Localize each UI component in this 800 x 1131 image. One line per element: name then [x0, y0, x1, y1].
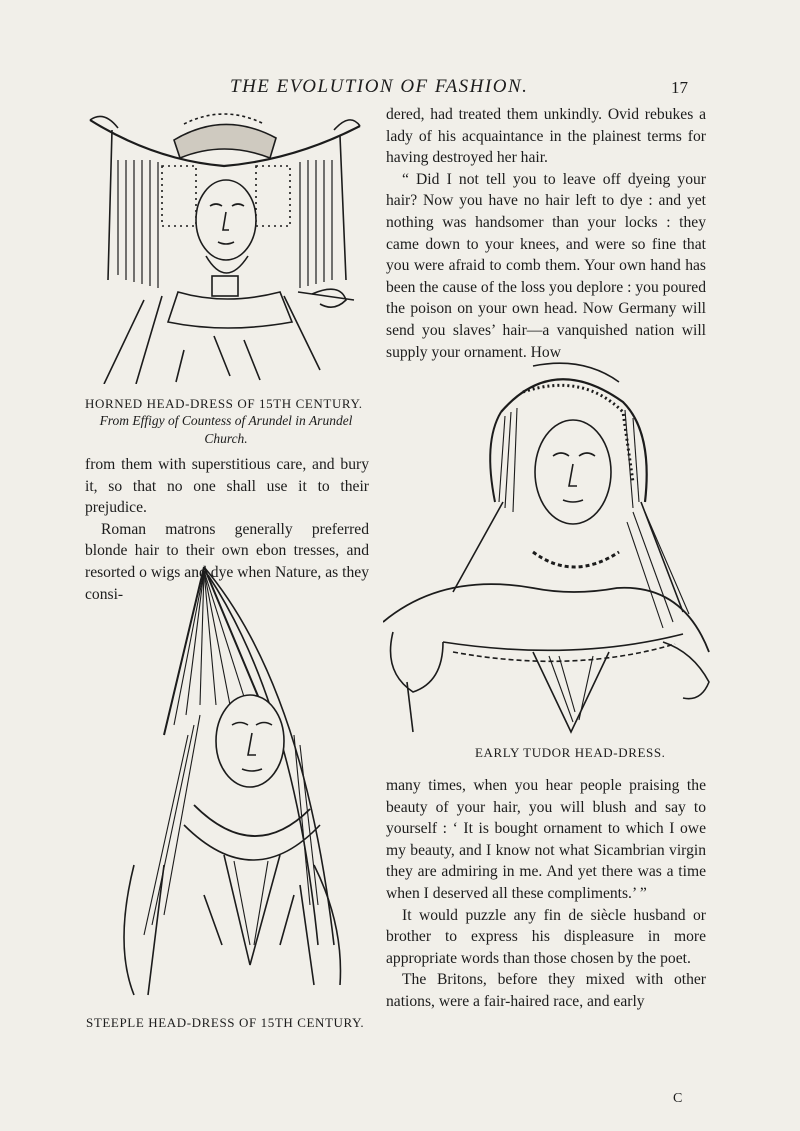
- paragraph: “ Did I not tell you to leave off dyeing your hair? Now you have no hair left to dye : and yet nothing was handsomer than your locks : they came down to your knees, and were so fine that you were afraid to comb them. Your own hand has been the cause of the loss you deplore : you poured the poison on your own head. Now Germany will send you slaves’ hair—a vanquished nation will supply your ornament. How: [386, 170, 706, 361]
- paragraph: It would puzzle any fin de siècle husband or brother to express his displeasure in more appropriate words than those chosen by the poet.: [386, 906, 706, 967]
- tudor-caption: EARLY TUDOR HEAD-DRESS.: [475, 745, 666, 760]
- horned-headdress-illustration: [84, 100, 366, 384]
- paragraph: from them with superstitious care, and bury it, so that no one shall use it to their prejudice.: [85, 456, 369, 517]
- horned-credit-line2: Church.: [204, 431, 248, 446]
- horned-credit: [84, 412, 368, 448]
- paragraph: The Britons, before they mixed with other nations, were a fair-haired race, and early: [386, 971, 706, 1010]
- text-right-top: [386, 104, 706, 363]
- running-head: [0, 76, 800, 102]
- paragraph: dered, had treated them unkindly. Ovid rebukes a lady of his acquaintance in the plainest terms for having destroyed her hair.: [386, 106, 706, 167]
- steeple-caption: STEEPLE HEAD-DRESS OF 15TH CENTURY.: [86, 1015, 365, 1030]
- horned-credit-line1: From Effigy of Countess of Arundel in Arundel: [99, 413, 353, 428]
- running-title: THE EVOLUTION OF FASHION.: [230, 76, 529, 97]
- steeple-headdress-illustration: [104, 565, 368, 1005]
- paragraph: Roman matrons generally preferred blonde hair to their own ebon tresses, and resorted o wigs and dye when Nature, as they consi-: [85, 520, 369, 603]
- paragraph: many times, when you hear people praising the beauty of your hair, you will blush and say to yourself : ‘ It is bought ornament to which I owe my beauty, and I know not what Sicambrian virgin they are admiring in me. And yet there was a time when I deserved all these compliments.’ ”: [386, 777, 706, 902]
- text-right-bottom: [386, 775, 706, 1013]
- tudor-headdress-illustration: [383, 352, 713, 738]
- signature-mark: C: [673, 1091, 683, 1106]
- page-number: 17: [671, 78, 688, 97]
- horned-caption: HORNED HEAD-DRESS OF 15TH CENTURY.: [85, 396, 363, 411]
